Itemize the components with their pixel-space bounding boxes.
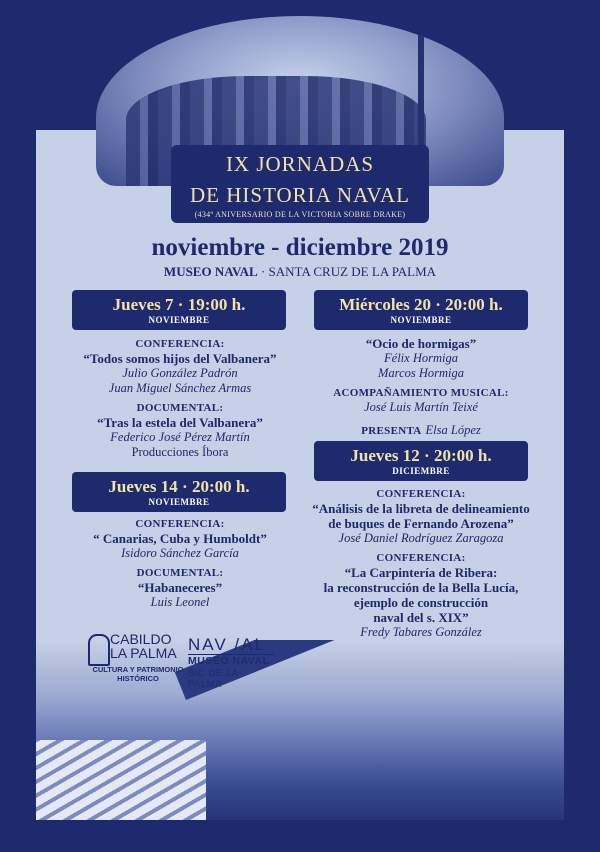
day3-header xyxy=(314,290,528,330)
cabildo-emblem-icon xyxy=(88,634,110,666)
day1-month: NOVIEMBRE xyxy=(148,315,210,325)
day1-doc-title: “Tras la estela del Valbanera” xyxy=(97,415,263,430)
day1-program xyxy=(60,338,300,460)
day4-conf2-title-line1: “La Carpintería de Ribera: xyxy=(344,565,498,580)
day4-conf2-title-line2: la reconstrucción de la Bella Lucía, xyxy=(323,580,519,595)
day4-program xyxy=(290,488,552,640)
day3-speaker1: Félix Hormiga xyxy=(384,351,458,365)
cabildo-logo xyxy=(88,631,184,688)
day1-doc-producer: Producciones Íbora xyxy=(131,445,229,459)
day2-doc-author: Luis Leonel xyxy=(150,595,210,609)
day3-music-artist: José Luis Martín Teixé xyxy=(364,400,478,414)
day3-month: NOVIEMBRE xyxy=(390,315,452,325)
day4-conf2-speaker: Fredy Tabares González xyxy=(360,625,482,639)
day4-month: DICIEMBRE xyxy=(392,466,450,476)
day1-conf-label: CONFERENCIA: xyxy=(135,338,225,350)
venue-name: MUSEO NAVAL xyxy=(163,264,258,279)
day4-conf2-title-line4: naval del s. XIX” xyxy=(373,610,469,625)
day4-date: Jueves 12 · 20:00 h. xyxy=(350,446,492,465)
day2-header xyxy=(72,472,286,512)
day2-conf-title: “ Canarias, Cuba y Humboldt” xyxy=(93,531,267,546)
day4-conf2-title-line3: ejemplo de construcción xyxy=(353,595,489,610)
day3-program xyxy=(300,336,542,439)
naval-wordmark: NAV /AL xyxy=(188,635,266,654)
day1-conf-speaker2: Juan Miguel Sánchez Armas xyxy=(108,381,252,395)
title-line1: IX JORNADAS xyxy=(225,152,375,176)
title-subtitle: (434º ANIVERSARIO DE LA VICTORIA SOBRE DRAKE) xyxy=(194,210,406,219)
cabildo-name-line1: CABILDO xyxy=(110,631,172,647)
title-line2: DE HISTORIA NAVAL xyxy=(189,183,411,207)
title-box xyxy=(171,145,429,223)
museo-naval-logo xyxy=(188,636,274,690)
day3-date: Miércoles 20 · 20:00 h. xyxy=(339,295,503,314)
day3-title: “Ocio de hormigas” xyxy=(365,336,477,351)
event-dates: noviembre - diciembre 2019 xyxy=(151,234,449,261)
day2-program xyxy=(60,518,300,610)
day1-doc-label: DOCUMENTAL: xyxy=(136,402,224,414)
stairs-silhouette xyxy=(36,740,206,820)
cabildo-name-line2: LA PALMA xyxy=(110,645,177,661)
day2-doc-label: DOCUMENTAL: xyxy=(136,567,224,579)
day4-conf2-label: CONFERENCIA: xyxy=(376,552,466,564)
day1-header xyxy=(72,290,286,330)
day1-conf-title: “Todos somos hijos del Valbanera” xyxy=(83,351,277,366)
day3-presenta-name: Elsa López xyxy=(425,423,481,437)
day4-header xyxy=(314,441,528,481)
day3-presenta-label: PRESENTA xyxy=(361,425,422,437)
day1-date: Jueves 7 · 19:00 h. xyxy=(112,295,246,314)
day3-music-label: ACOMPAÑAMIENTO MUSICAL: xyxy=(333,387,509,399)
day1-doc-author: Federico José Pérez Martín xyxy=(110,430,250,444)
day2-conf-label: CONFERENCIA: xyxy=(135,518,225,530)
day4-conf1-speaker: José Daniel Rodríguez Zaragoza xyxy=(338,531,504,545)
day3-speaker2: Marcos Hormiga xyxy=(378,366,464,380)
day4-conf1-label: CONFERENCIA: xyxy=(376,488,466,500)
day1-conf-speaker1: Julio González Padrón xyxy=(122,366,238,380)
day2-doc-title: “Habaneceres” xyxy=(137,580,223,595)
day2-date: Jueves 14 · 20:00 h. xyxy=(108,477,250,496)
day4-conf1-title-line1: “Análisis de la libreta de delineamiento xyxy=(312,501,530,516)
naval-museo: MUSEO NAVAL xyxy=(188,654,274,668)
day4-conf1-title-line2: de buques de Fernando Arozena” xyxy=(328,516,514,531)
naval-place: S/C DE LA PALMA xyxy=(188,668,238,690)
cabildo-dept: CULTURA Y PATRIMONIO HISTÓRICO xyxy=(92,665,184,683)
day2-month: NOVIEMBRE xyxy=(148,497,210,507)
venue-location: · SANTA CRUZ DE LA PALMA xyxy=(257,264,437,279)
day3-presenta xyxy=(300,421,542,439)
day2-conf-speaker: Isidoro Sánchez García xyxy=(121,546,239,560)
event-venue xyxy=(36,264,564,280)
